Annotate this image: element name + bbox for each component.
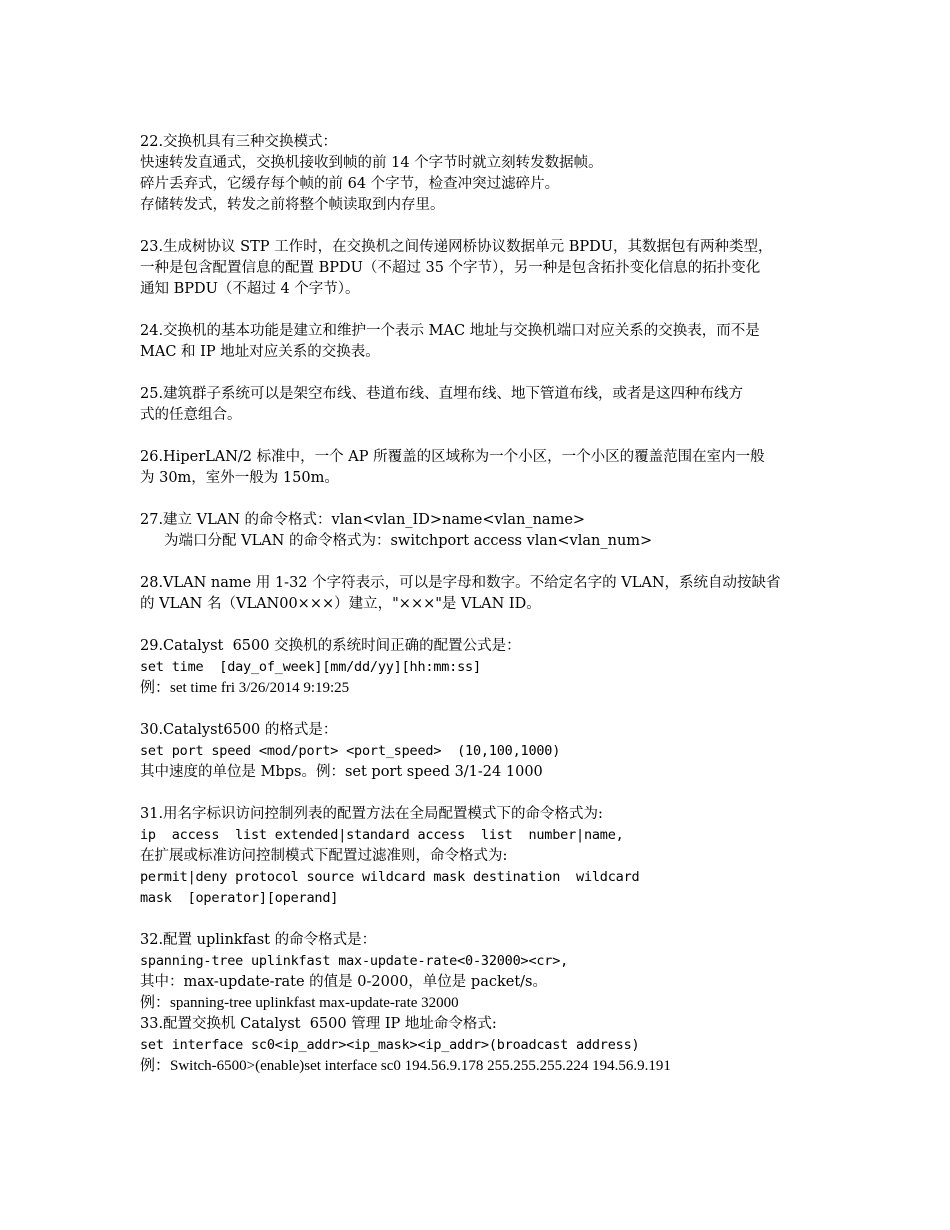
text-line: 通知 BPDU（不超过 4 个字节）。 [140,281,360,297]
item-31-heading: 31.用名字标识访问控制列表的配置方法在全局配置模式下的命令格式为: [140,806,603,822]
item-30 [140,720,820,783]
item-22-heading: 22.交换机具有三种交换模式： [140,134,338,150]
text-line: 存储转发式，转发之前将整个帧读取到内存里。 [140,197,445,213]
item-23 [140,237,820,300]
text-line: 式的任意组合。 [140,407,242,423]
example-line: 例：Switch-6500>(enable)set interface sc0 194.56.9.178 255.255.255.224 194.56.9.191 [140,1058,671,1074]
document-page [140,132,820,1077]
example-line: 例：spanning-tree uplinkfast max-update-rate 32000 [140,995,459,1011]
item-25-heading: 25.建筑群子系统可以是架空布线、巷道布线、直埋布线、地下管道布线，或者是这四种布线方 [140,386,744,402]
command-line: permit|deny protocol source wildcard mask destination wildcard [140,869,640,885]
item-27 [140,510,820,552]
item-25 [140,384,820,426]
item-23-heading: 23.生成树协议 STP 工作时，在交换机之间传递网桥协议数据单元 BPDU，其数据包有两种类型， [140,239,773,255]
item-29 [140,636,820,699]
item-33-heading: 33.配置交换机 Catalyst 6500 管理 IP 地址命令格式: [140,1016,497,1032]
command-line: spanning-tree uplinkfast max-update-rate<0-32000><cr>, [140,953,569,969]
text-line: 在扩展或标准访问控制模式下配置过滤准则，命令格式为: [140,848,508,864]
item-22 [140,132,820,216]
item-31 [140,804,820,909]
text-line: 的 VLAN 名（VLAN00×××）建立，"×××"是 VLAN ID。 [140,596,541,612]
command-line: set interface sc0<ip_addr><ip_mask><ip_addr>(broadcast address) [140,1037,640,1053]
item-26 [140,447,820,489]
text-line: 碎片丢弃式，它缓存每个帧的前 64 个字节，检查冲突过滤碎片。 [140,176,560,192]
text-line: 一种是包含配置信息的配置 BPDU（不超过 35 个字节），另一种是包含拓扑变化信息的拓扑变化 [140,260,761,276]
item-27-heading: 27.建立 VLAN 的命令格式：vlan<vlan_ID>name<vlan_name> [140,512,586,528]
item-29-heading: 29.Catalyst 6500 交换机的系统时间正确的配置公式是： [140,638,521,654]
item-32-33 [140,930,820,1077]
text-line: 快速转发直通式，交换机接收到帧的前 14 个字节时就立刻转发数据帧。 [140,155,603,171]
text-line: 其中：max-update-rate 的值是 0-2000，单位是 packet/s。 [140,974,547,990]
item-32-heading: 32.配置 uplinkfast 的命令格式是： [140,932,377,948]
command-line: mask [operator][operand] [140,890,339,906]
command-line: set time [day_of_week][mm/dd/yy][hh:mm:ss] [140,659,481,675]
example-line: 例：set time fri 3/26/2014 9:19:25 [140,680,350,696]
item-26-heading: 26.HiperLAN/2 标准中，一个 AP 所覆盖的区域称为一个小区，一个小区的覆盖范围在室内一般 [140,449,765,465]
text-line: MAC 和 IP 地址对应关系的交换表。 [140,344,380,360]
item-28-heading: 28.VLAN name 用 1-32 个字符表示，可以是字母和数字。不给定名字的 VLAN，系统自动按缺省 [140,575,781,591]
text-line: 为端口分配 VLAN 的命令格式为：switchport access vlan<vlan_num> [164,533,653,549]
item-24-heading: 24.交换机的基本功能是建立和维护一个表示 MAC 地址与交换机端口对应关系的交换表，而不是 [140,323,760,339]
command-line: ip access list extended|standard access list number|name, [140,827,624,843]
item-28 [140,573,820,615]
example-line: 其中速度的单位是 Mbps。例：set port speed 3/1-24 1000 [140,764,543,780]
item-24 [140,321,820,363]
item-30-heading: 30.Catalyst6500 的格式是： [140,722,338,738]
command-line: set port speed <mod/port> <port_speed> (10,100,1000) [140,743,561,759]
text-line: 为 30m，室外一般为 150m。 [140,470,339,486]
